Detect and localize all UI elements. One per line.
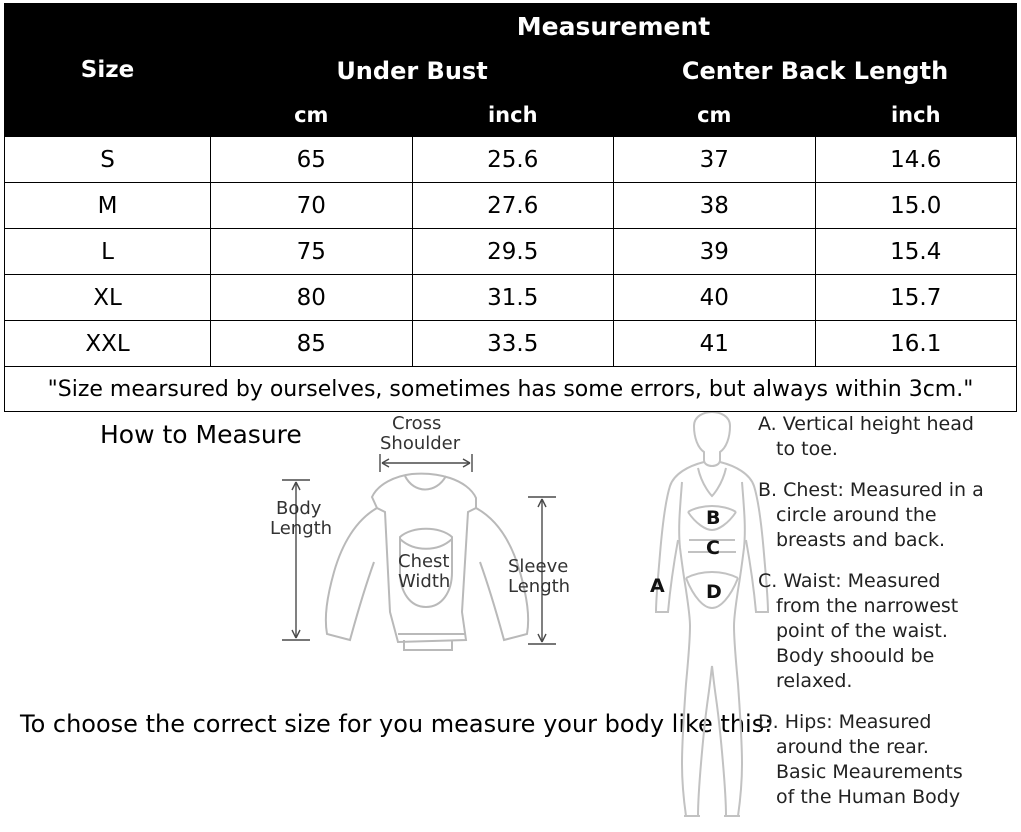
label-chest-width-line1: Chest xyxy=(398,551,450,572)
header-group-center-back-length: Center Back Length xyxy=(614,49,1017,94)
cell-cbl-cm: 39 xyxy=(614,229,816,275)
cell-cbl-cm: 41 xyxy=(614,321,816,367)
cell-under-bust-cm: 65 xyxy=(211,137,413,183)
table-row xyxy=(5,229,1017,275)
description-c-line3: point of the waist. xyxy=(776,620,948,642)
size-note: "Size mearsured by ourselves, sometimes has some errors, but always within 3cm." xyxy=(5,367,1017,412)
description-d-line3: Basic Meaurements xyxy=(776,761,963,783)
cell-under-bust-inch: 29.5 xyxy=(412,229,614,275)
description-c-line5: relaxed. xyxy=(776,670,853,692)
description-c-line1: C. Waist: Measured xyxy=(758,570,941,592)
header-row-1 xyxy=(5,4,1017,49)
header-unit-cbl-cm: cm xyxy=(614,94,816,137)
measurement-illustration-section xyxy=(0,412,1021,832)
label-chest-width-line2: Width xyxy=(398,571,451,592)
table-row xyxy=(5,275,1017,321)
label-sleeve-length-line1: Sleeve xyxy=(508,556,569,577)
cell-size: M xyxy=(5,183,211,229)
description-a xyxy=(758,412,1016,462)
cell-cbl-inch: 15.0 xyxy=(815,183,1017,229)
marker-a: A xyxy=(650,575,665,597)
description-d-line2: around the rear. xyxy=(776,736,929,758)
cell-under-bust-cm: 70 xyxy=(211,183,413,229)
description-c-line2: from the narrowest xyxy=(776,595,959,617)
table-note-row xyxy=(5,367,1017,412)
description-b-line3: breasts and back. xyxy=(776,529,946,551)
cell-under-bust-cm: 85 xyxy=(211,321,413,367)
cell-under-bust-inch: 25.6 xyxy=(412,137,614,183)
cell-under-bust-cm: 75 xyxy=(211,229,413,275)
label-body-length-line2: Length xyxy=(270,518,333,539)
table-row xyxy=(5,321,1017,367)
description-a-line2: to toe. xyxy=(776,438,838,460)
table-header xyxy=(5,4,1017,137)
header-size: Size xyxy=(5,4,211,137)
cell-under-bust-inch: 33.5 xyxy=(412,321,614,367)
table-row xyxy=(5,183,1017,229)
description-b-line2: circle around the xyxy=(776,504,937,526)
description-a-line1: A. Vertical height head xyxy=(758,413,974,435)
label-sleeve-length-line2: Length xyxy=(508,576,571,597)
description-b xyxy=(758,478,1016,553)
cell-size: L xyxy=(5,229,211,275)
header-unit-cbl-inch: inch xyxy=(815,94,1017,137)
instruction-text: To choose the correct size for you measure your body like this: xyxy=(20,710,773,738)
cell-under-bust-inch: 31.5 xyxy=(412,275,614,321)
cell-cbl-inch: 15.7 xyxy=(815,275,1017,321)
description-d-line4: of the Human Body xyxy=(776,786,961,808)
cell-cbl-inch: 14.6 xyxy=(815,137,1017,183)
cell-cbl-cm: 38 xyxy=(614,183,816,229)
label-cross-shoulder-line2: Shoulder xyxy=(380,433,461,454)
header-measurement: Measurement xyxy=(211,4,1017,49)
description-d xyxy=(758,710,1016,810)
how-to-measure-title: How to Measure xyxy=(100,420,302,449)
cell-under-bust-inch: 27.6 xyxy=(412,183,614,229)
size-chart-table xyxy=(4,3,1017,412)
cell-cbl-inch: 16.1 xyxy=(815,321,1017,367)
table-row xyxy=(5,137,1017,183)
measurement-descriptions xyxy=(758,412,1016,826)
marker-b: B xyxy=(706,507,721,529)
cell-cbl-inch: 15.4 xyxy=(815,229,1017,275)
size-chart-section xyxy=(4,3,1017,412)
table-body xyxy=(5,137,1017,412)
label-body-length-line1: Body xyxy=(276,498,322,519)
cell-size: XL xyxy=(5,275,211,321)
description-b-line1: B. Chest: Measured in a xyxy=(758,479,984,501)
marker-c: C xyxy=(706,537,720,559)
header-unit-under-bust-cm: cm xyxy=(211,94,413,137)
cell-cbl-cm: 40 xyxy=(614,275,816,321)
marker-d: D xyxy=(706,581,722,603)
cell-cbl-cm: 37 xyxy=(614,137,816,183)
label-cross-shoulder-line1: Cross xyxy=(392,413,442,434)
cell-size: S xyxy=(5,137,211,183)
description-c-line4: Body shoould be xyxy=(776,645,935,667)
header-group-under-bust: Under Bust xyxy=(211,49,614,94)
cell-under-bust-cm: 80 xyxy=(211,275,413,321)
cell-size: XXL xyxy=(5,321,211,367)
description-c xyxy=(758,569,1016,694)
header-unit-under-bust-inch: inch xyxy=(412,94,614,137)
garment-diagram xyxy=(0,412,640,712)
description-d-line1: D. Hips: Measured xyxy=(758,711,932,733)
